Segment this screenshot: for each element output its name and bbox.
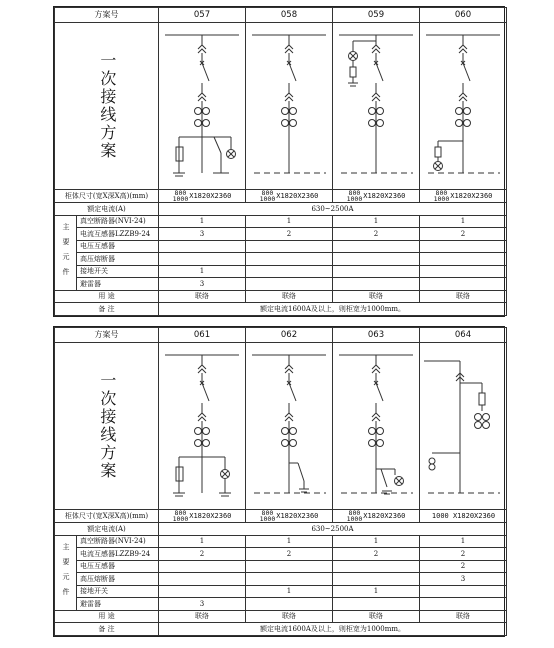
component-qty: 1 [333,215,420,228]
rated-current-label: 额定电流(A) [55,203,159,216]
primary-scheme-label: 一次接线方案 [97,52,117,160]
purpose-value: 联络 [420,290,507,303]
component-label: 电流互感器LZZB9-24 [77,228,159,241]
circuit-diagram [159,343,245,509]
component-qty: 2 [333,548,420,561]
circuit-diagram [420,343,506,509]
component-qty [333,573,420,586]
component-qty: 3 [159,228,246,241]
scheme-no: 062 [246,328,333,343]
circuit-diagram [246,23,332,189]
component-qty [246,240,333,253]
component-qty [159,560,246,573]
scheme-no: 061 [159,328,246,343]
cabinet-size: 800 1000X1820X2360 [246,510,333,523]
component-qty: 1 [420,535,507,548]
component-qty: 1 [159,215,246,228]
rated-current-value: 630~2500A [159,523,507,536]
remarks-value: 额定电流1600A及以上，则柜宽为1000mm。 [159,623,507,636]
circuit-diagram [246,343,332,509]
cabinet-size: 800 1000X1820X2360 [333,510,420,523]
component-qty: 1 [420,215,507,228]
component-qty: 1 [333,535,420,548]
purpose-value: 联络 [333,290,420,303]
component-label: 电流互感器LZZB9-24 [77,548,159,561]
purpose-value: 联络 [159,610,246,623]
component-qty: 2 [246,548,333,561]
component-label: 避雷器 [77,278,159,291]
component-qty: 2 [420,560,507,573]
cabinet-size: 1000 X1820X2360 [420,510,507,523]
cabinet-size: 800 1000X1820X2360 [246,190,333,203]
component-qty: 3 [159,598,246,611]
component-qty: 1 [159,265,246,278]
primary-scheme-cell [55,23,159,190]
component-qty [159,585,246,598]
component-qty: 3 [159,278,246,291]
component-label: 接地开关 [77,585,159,598]
component-qty [333,240,420,253]
component-label: 高压熔断器 [77,253,159,266]
wiring-diagram-060 [420,23,507,190]
component-label: 真空断路器(NVI-24) [77,215,159,228]
component-qty [333,560,420,573]
component-qty: 1 [246,215,333,228]
component-qty [333,598,420,611]
component-qty: 2 [333,228,420,241]
remarks-value: 额定电流1600A及以上，则柜宽为1000mm。 [159,303,507,316]
component-qty: 1 [246,585,333,598]
component-qty: 1 [333,585,420,598]
wiring-diagram-062 [246,343,333,510]
circuit-diagram [159,23,245,189]
primary-scheme-cell [55,343,159,510]
component-label: 电压互感器 [77,240,159,253]
wiring-diagram-057 [159,23,246,190]
component-qty: 2 [159,548,246,561]
component-qty [159,253,246,266]
component-qty [246,573,333,586]
main-components-label: 主要元件 [55,215,77,290]
component-qty [159,240,246,253]
cabinet-size: 800 1000X1820X2360 [159,190,246,203]
component-qty: 1 [246,535,333,548]
purpose-value: 联络 [333,610,420,623]
scheme-no: 058 [246,8,333,23]
remarks-label: 备 注 [55,623,159,636]
scheme-no-label: 方案号 [55,328,159,343]
primary-scheme-label: 一次接线方案 [97,372,117,480]
cabinet-size: 800 1000X1820X2360 [420,190,507,203]
main-components-label: 主要元件 [55,535,77,610]
rated-current-label: 额定电流(A) [55,523,159,536]
wiring-diagram-064 [420,343,507,510]
scheme-no: 063 [333,328,420,343]
scheme-no: 064 [420,328,507,343]
remarks-label: 备 注 [55,303,159,316]
component-qty [420,598,507,611]
purpose-value: 联络 [246,610,333,623]
component-qty: 1 [159,535,246,548]
rated-current-value: 630~2500A [159,203,507,216]
component-qty [420,278,507,291]
component-qty [246,560,333,573]
circuit-diagram [333,23,419,189]
component-qty: 3 [420,573,507,586]
component-qty [333,253,420,266]
component-label: 接地开关 [77,265,159,278]
scheme-no: 059 [333,8,420,23]
circuit-diagram [420,23,506,189]
cabinet-size-label: 柜体尺寸(宽X深X高)(mm) [55,190,159,203]
wiring-diagram-063 [333,343,420,510]
component-qty: 2 [246,228,333,241]
wiring-diagram-061 [159,343,246,510]
circuit-diagram [333,343,419,509]
component-qty [246,253,333,266]
component-qty [246,265,333,278]
purpose-value: 联络 [159,290,246,303]
component-qty [333,278,420,291]
component-label: 高压熔断器 [77,573,159,586]
purpose-label: 用 途 [55,290,159,303]
component-qty [420,585,507,598]
wiring-diagram-059 [333,23,420,190]
scheme-table-2 [53,326,505,637]
purpose-value: 联络 [420,610,507,623]
component-label: 电压互感器 [77,560,159,573]
component-qty [420,265,507,278]
component-label: 避雷器 [77,598,159,611]
component-qty: 2 [420,548,507,561]
component-qty [159,573,246,586]
cabinet-size: 800 1000X1820X2360 [333,190,420,203]
wiring-diagram-058 [246,23,333,190]
component-qty [246,598,333,611]
purpose-value: 联络 [246,290,333,303]
scheme-no-label: 方案号 [55,8,159,23]
scheme-no: 060 [420,8,507,23]
component-qty [333,265,420,278]
component-qty [420,253,507,266]
cabinet-size-label: 柜体尺寸(宽X深X高)(mm) [55,510,159,523]
purpose-label: 用 途 [55,610,159,623]
cabinet-size: 800 1000X1820X2360 [159,510,246,523]
component-qty: 2 [420,228,507,241]
component-qty [246,278,333,291]
component-qty [420,240,507,253]
component-label: 真空断路器(NVI-24) [77,535,159,548]
scheme-table-1 [53,6,505,317]
scheme-no: 057 [159,8,246,23]
